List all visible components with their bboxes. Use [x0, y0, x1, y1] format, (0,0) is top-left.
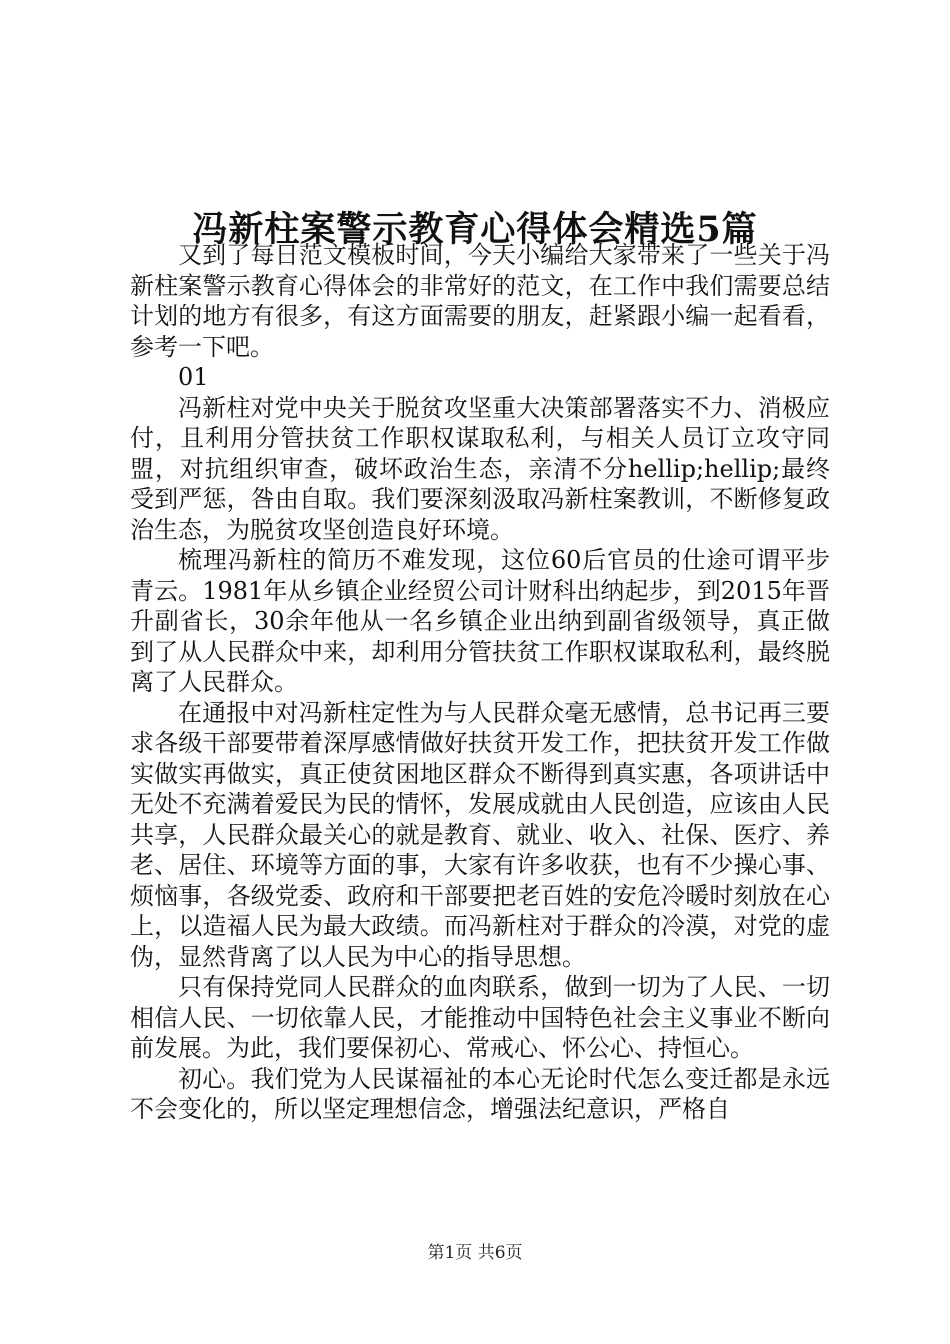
paragraph: 梳理冯新柱的简历不难发现，这位60后官员的仕途可谓平步青云。1981年从乡镇企业经贸公司计财科出纳起步，到2015年晋升副省长，30余年他从一名乡镇企业出纳到副省级领导，真正做到了从人民群众中来，却利用分管扶贫工作职权谋取私利，最终脱离了人民群众。 [130, 546, 830, 696]
section-number: 01 [178, 363, 209, 391]
document-body [130, 240, 830, 1125]
document-title: 冯新柱案警示教育心得体会精选5篇 [192, 209, 758, 251]
paragraph: 冯新柱对党中央关于脱贫攻坚重大决策部署落实不力、消极应付，且利用分管扶贫工作职权谋取私利，与相关人员订立攻守同盟，对抗组织审查，破坏政治生态，亲清不分hellip;hellip;最终受到严惩，咎由自取。我们要深刻汲取冯新柱案教训，不断修复政治生态，为脱贫攻坚创造良好环境。 [130, 393, 830, 544]
paragraph: 在通报中对冯新柱定性为与人民群众毫无感情，总书记再三要求各级干部要带着深厚感情做好扶贫开发工作，把扶贫开发工作做实做实再做实，真正使贫困地区群众不断得到真实惠，各项讲话中无处不充满着爱民为民的情怀，发展成就由人民创造，应该由人民共享，人民群众最关心的就是教育、就业、收入、社保、医疗、养老、居住、环境等方面的事，大家有许多收获，也有不少操心事、烦恼事，各级党委、政府和干部要把老百姓的安危冷暖时刻放在心上，以造福人民为最大政绩。而冯新柱对于群众的冷漠，对党的虚伪，显然背离了以人民为中心的指导思想。 [130, 698, 830, 971]
paragraph: 初心。我们党为人民谋福祉的本心无论时代怎么变迁都是永远不会变化的，所以坚定理想信念，增强法纪意识，严格自 [130, 1064, 830, 1123]
paragraph: 只有保持党同人民群众的血肉联系，做到一切为了人民、一切相信人民、一切依靠人民，才能推动中国特色社会主义事业不断向前发展。为此，我们要保初心、常戒心、怀公心、持恒心。 [130, 973, 830, 1062]
paragraph-intro: 又到了每日范文模板时间，今天小编给大家带来了一些关于冯新柱案警示教育心得体会的非常好的范文，在工作中我们需要总结计划的地方有很多，有这方面需要的朋友，赶紧跟小编一起看看，参考一下吧。 [130, 241, 830, 361]
page-footer: 第1页 共6页 [427, 1243, 523, 1263]
